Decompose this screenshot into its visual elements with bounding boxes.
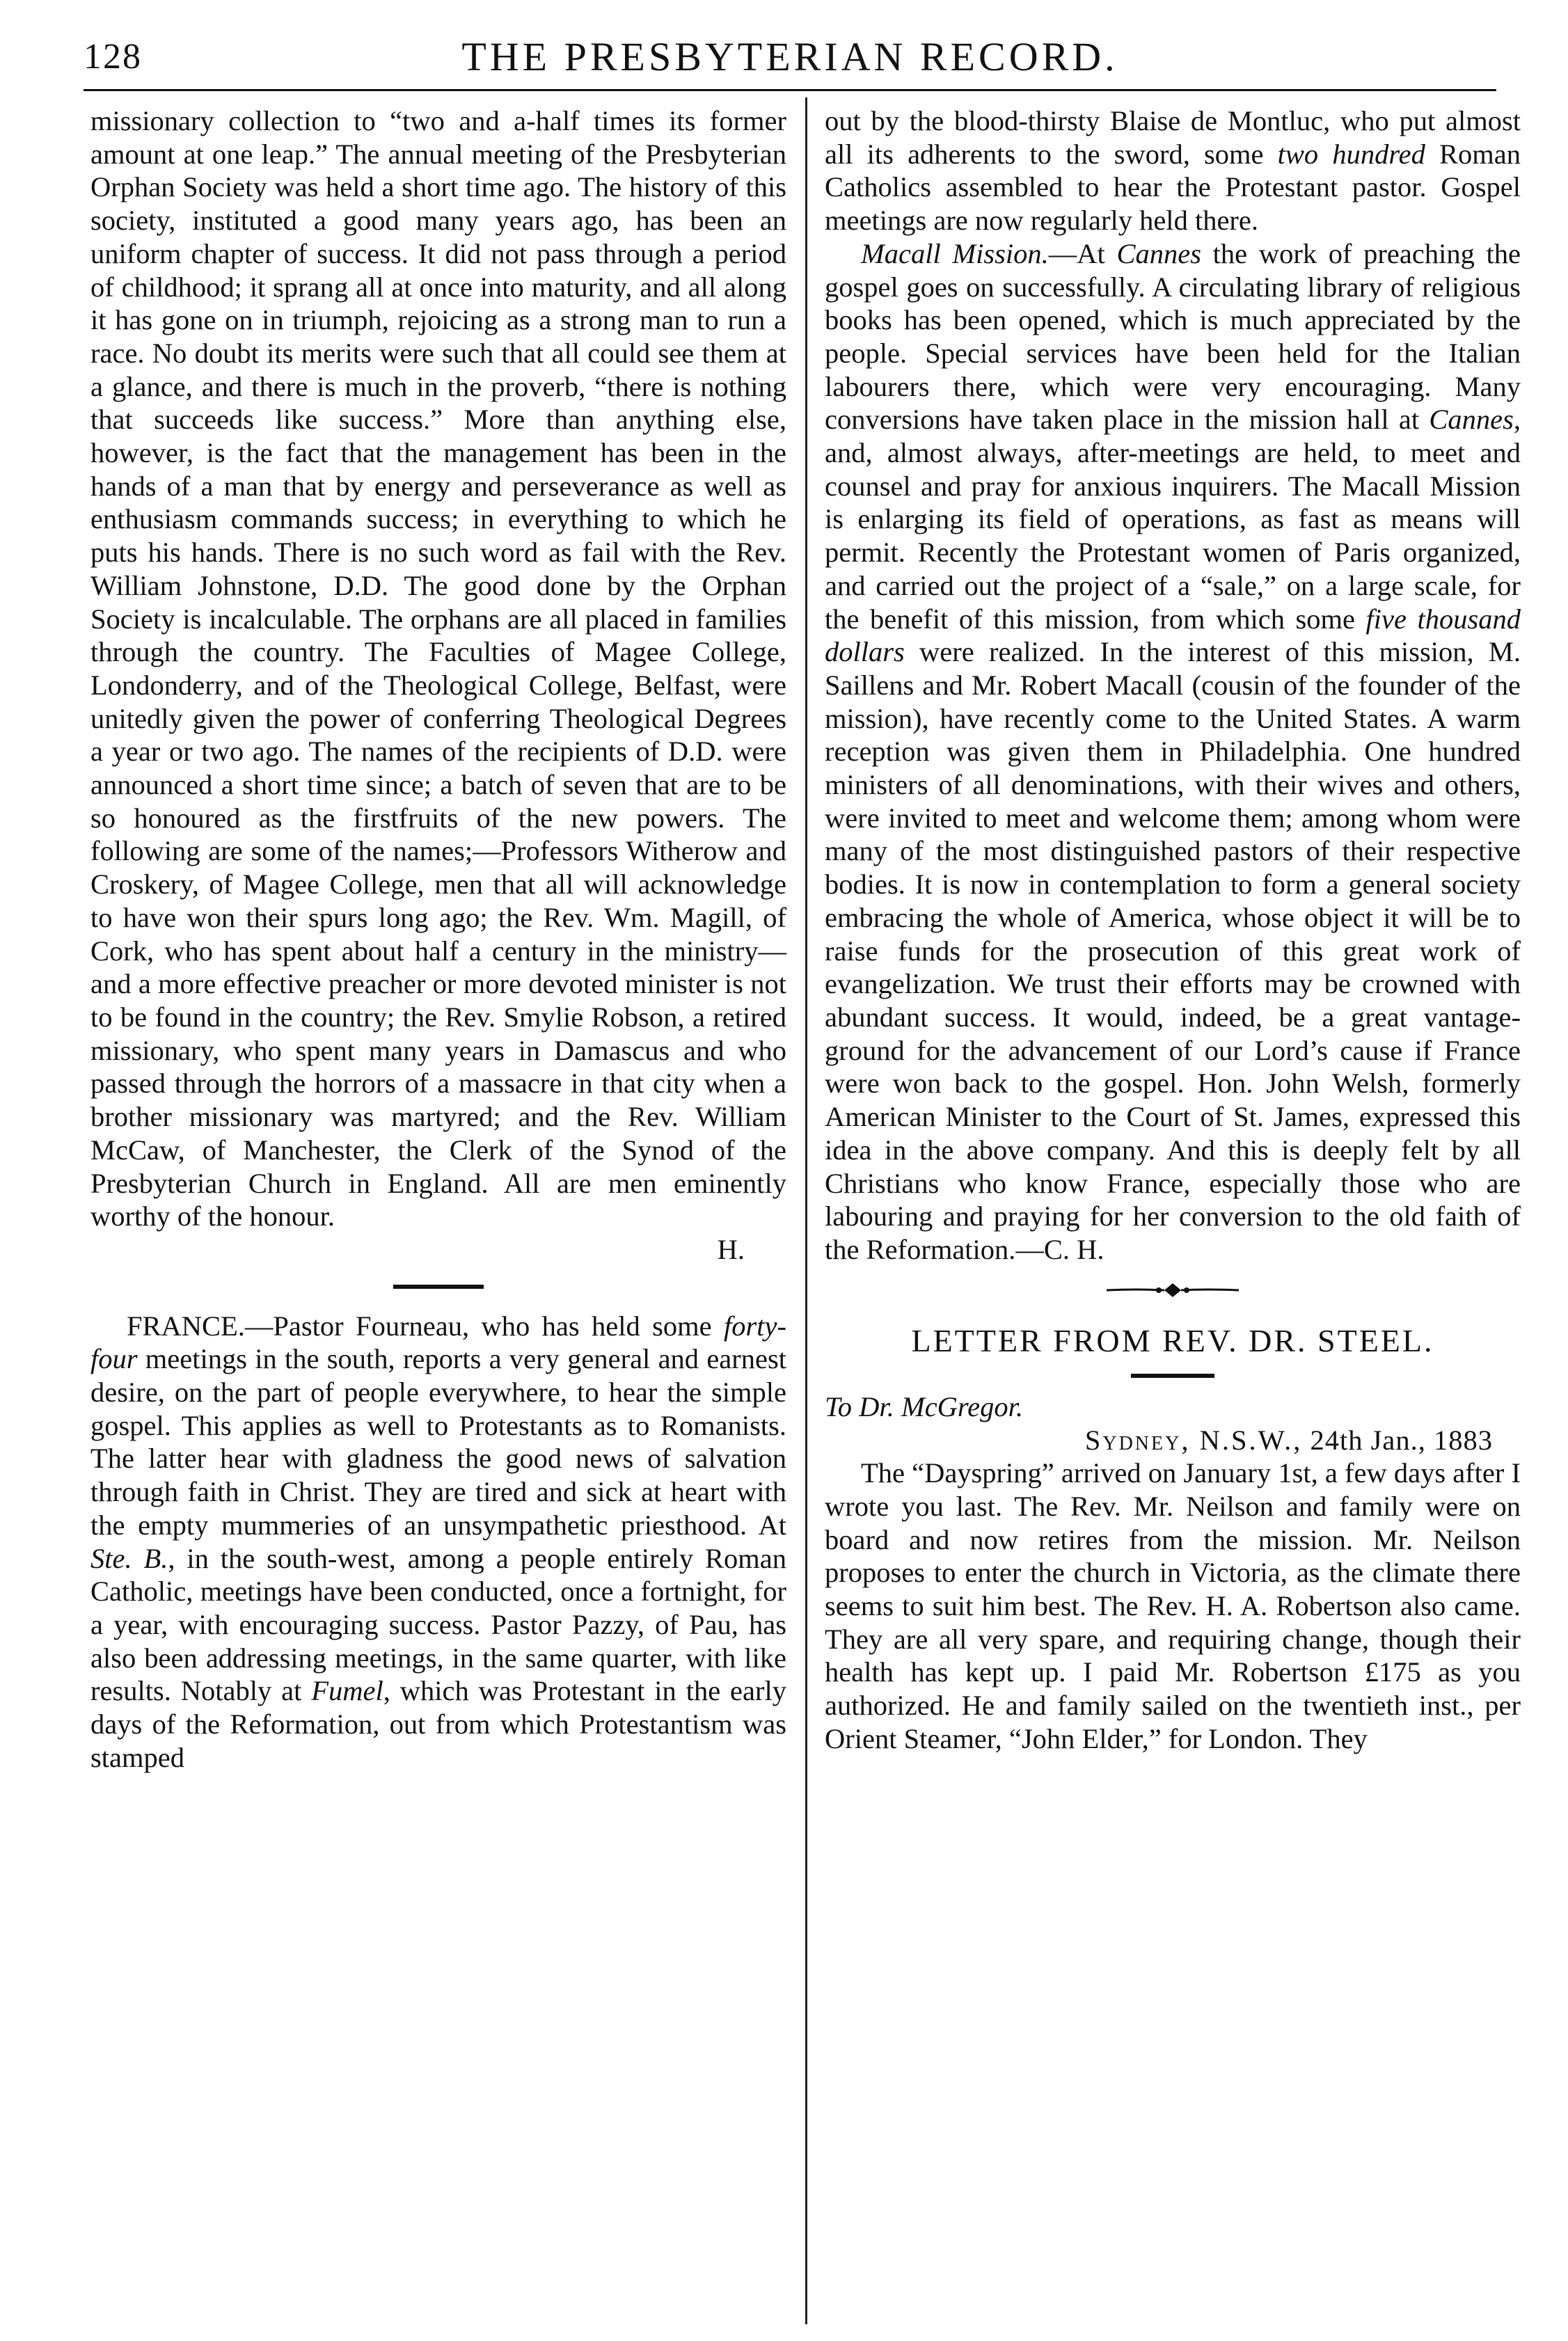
- heading-rule: [1131, 1374, 1214, 1378]
- france-fumel: Fumel: [311, 1675, 383, 1707]
- macall-text-2: the work of preaching the gospel goes on successfully. A circulating library of religious books has been opened, which is much appreciated by the people. Special services have been held for the Italian labourers there, which were very encouraging. Many conversions have taken place in the mission hall at: [825, 237, 1521, 436]
- dateline-place: Sydney, N.S.W.,: [1084, 1424, 1303, 1456]
- france-ste-b: Ste. B.: [90, 1542, 168, 1574]
- france-text-4: , which was Protestant in the early days of the Reformation, out from which Protestantism was stamped: [90, 1675, 786, 1773]
- france-forty-four: forty-four: [90, 1310, 786, 1375]
- macall-text-1: —At: [1048, 237, 1117, 269]
- page-header: [84, 25, 1496, 89]
- dateline-date: 24th Jan., 1883: [1302, 1424, 1493, 1456]
- montluc-text-2: Roman Catholics assembled to hear the Protestant pastor. Gospel meetings are now regularly held there.: [825, 138, 1521, 237]
- france-text-3: , in the south-west, among a people entirely Roman Catholic, meetings have been conducted, once a fortnight, for a year, with encouraging success. Pastor Pazzy, of Pau, has also been addressing meetings, in the same quarter, with like results. Notably at: [90, 1542, 787, 1707]
- salutation: To Dr. McGregor.: [825, 1390, 1024, 1422]
- macall-mission-paragraph: [825, 237, 1521, 1267]
- letter-body: The “Dayspring” arrived on January 1st, a few days after I wrote you last. The Rev. Mr. Neilson and family were on board and now retires from the mission. Mr. Neilson proposes to enter the church in Victoria, as the climate there seems to suit him best. The Rev. H. A. Robertson also came. They are all very spare, and requiring change, though their health has kept up. I paid Mr. Robertson £175 as you authorized. He and family sailed on the twentieth inst., per Orient Steamer, “John Elder,” for London. They: [825, 1457, 1521, 1754]
- montluc-paragraph: [825, 104, 1521, 237]
- column-divider: [805, 97, 807, 2324]
- five-thousand-dollars: five thousand dollars: [825, 603, 1521, 668]
- france-paragraph: [90, 1310, 786, 1775]
- letter-heading: LETTER FROM REV. DR. STEEL.: [911, 1322, 1434, 1358]
- france-text-1: FRANCE.—Pastor Fourneau, who has held some: [127, 1310, 724, 1342]
- macall-mission-heading: Macall Mission.: [861, 237, 1049, 269]
- dateline: [825, 1424, 1521, 1457]
- cannes-1: Cannes: [1116, 237, 1201, 269]
- signature-h: H.: [717, 1233, 745, 1265]
- france-text-2: meetings in the south, reports a very general and earnest desire, on the part of people everywhere, to hear the simple gospel. This applies as well to Protestants as to Romanists. The latter hear with gladness the good news of salvation through faith in Christ. They are tired and sick at heart with the empty mummeries of an unsympathetic priesthood. At: [90, 1343, 786, 1541]
- cannes-2: Cannes: [1429, 404, 1514, 436]
- ornament-divider: [825, 1275, 1521, 1303]
- macall-text-3: , and, almost always, after-meetings are held, to meet and counsel and pray for anxious inquirers. The Macall Mission is enlarging its field of operations, as fast as means will permit. Recently the Protestant women of Paris organized, and carried out the project of a “sale,” on a large scale, for the benefit of this mission, from which some: [825, 404, 1521, 635]
- running-title: THE PRESBYTERIAN RECORD.: [461, 34, 1118, 79]
- orphan-society-text: missionary collection to “two and a-half times its former amount at one leap.” The annual meeting of the Presbyterian Orphan Society was held a short time ago. The history of this society, instituted a good many years ago, has been an uniform chapter of success. It did not pass through a period of childhood; it sprang all at once into maturity, and all along it has gone on in triumph, rejoicing as a strong man to run a race. No doubt its merits were such that all could see them at a glance, and there is much in the proverb, “there is nothing that succeeds like success.” More than anything else, however, is the fact that the management has been in the hands of a man that by energy and perseverance as well as enthusiasm commands success; in everything to which he puts his hands. There is no such word as fail with the Rev. William Johnstone, D.D. The good done by the Orphan Society is incalculable. The orphans are all placed in families through the country. The Faculties of Magee College, Londonderry, and of the Theological College, Belfast, were unitedly given the power of conferring Theological Degrees a year or two ago. The names of the recipients of D.D. were announced a short time since; a batch of seven that are to be so honoured as the firstfruits of the new powers. The following are some of the names;—Professors Witherow and Croskery, of Magee College, men that all will acknowledge to have won their spurs long ago; the Rev. Wm. Magill, of Cork, who has spent about half a century in the ministry—and a more effective preacher or more devoted minister is not to be found in the country; the Rev. Smylie Robson, a retired missionary, who spent many years in Damascus and who passed through the horrors of a massacre in that city when a brother missionary was martyred; and the Rev. William McCaw, of Manchester, the Clerk of the Synod of the Presbyterian Church in England. All are men eminently worthy of the honour.: [90, 105, 786, 1232]
- left-column: [90, 104, 786, 1774]
- macall-text-4: were realized. In the interest of this mission, M. Saillens and Mr. Robert Macall (cousin of the founder of the mission), have recently come to the United States. A warm reception was given them in Philadelphia. One hundred ministers of all denominations, with their wives and others, were invited to meet and welcome them; among whom were many of the most distinguished pastors of their respective bodies. It is now in contemplation to form a general society embracing the whole of America, whose object it will be to raise funds for the prosecution of this great work of evangelization. We trust their efforts may be crowned with abundant success. It would, indeed, be a great vantage-ground for the advancement of our Lord’s cause if France were won back to the gospel. Hon. John Welsh, formerly American Minister to the Court of St. James, expressed this idea in the above company. And this is deeply felt by all Christians who know France, especially those who are labouring and praying for her conversion to the old faith of the Reformation.—C. H.: [825, 636, 1521, 1265]
- header-rule: [84, 89, 1496, 91]
- two-hundred: two hundred: [1277, 138, 1425, 170]
- montluc-text-1: out by the blood-thirsty Blaise de Montluc, who put almost all its adherents to the sword, some: [825, 105, 1521, 170]
- page-number: 128: [84, 37, 142, 77]
- orphan-society-paragraph: [90, 104, 786, 1267]
- section-rule: [393, 1285, 484, 1289]
- right-column: [825, 104, 1521, 1756]
